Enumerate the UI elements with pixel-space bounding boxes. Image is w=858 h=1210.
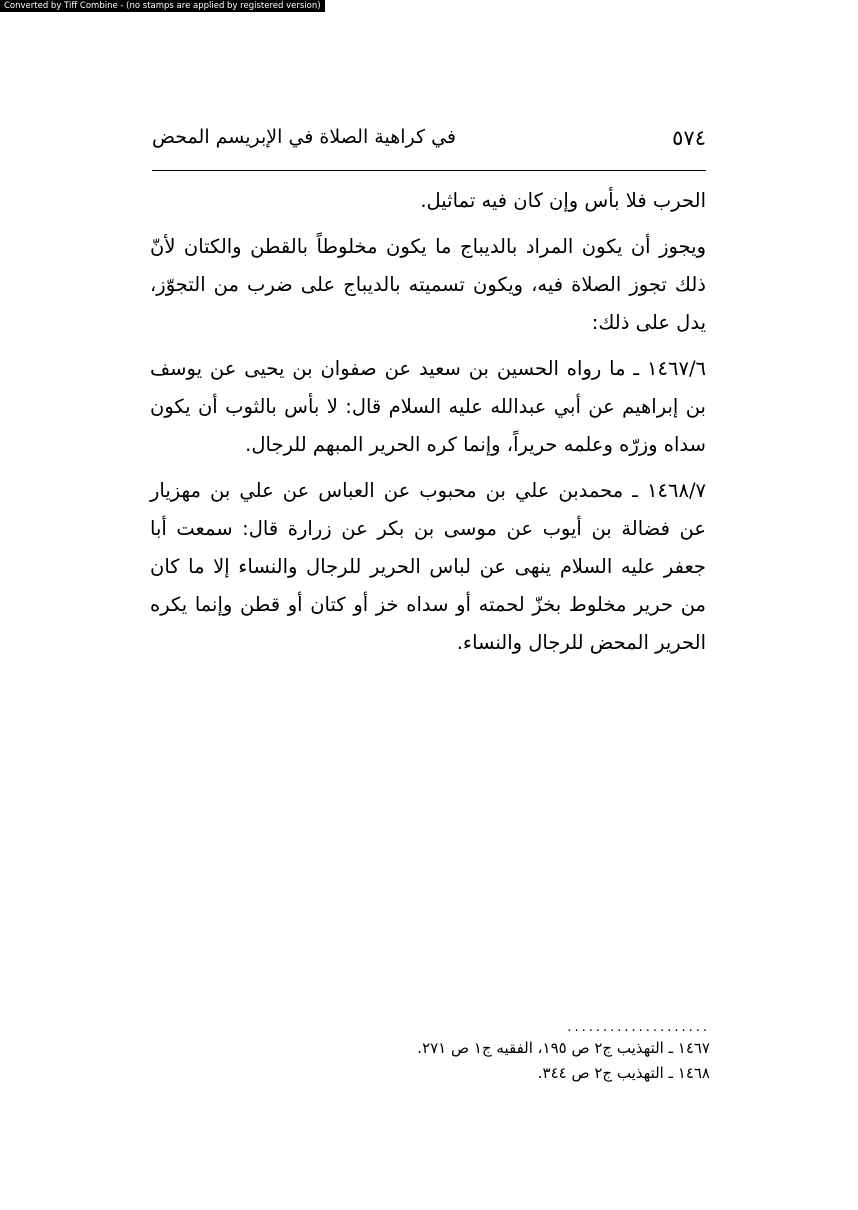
header-rule xyxy=(152,170,706,171)
page-number: ٥٧٤ xyxy=(672,126,706,150)
paragraph: ١٤٦٨/٧ ـ محمدبن علي بن محبوب عن العباس عن علي بن مهزيار عن فضالة بن أيوب عن موسى بن بكر عن زرارة قال: سمعت أبا جعفر عليه السلام ينهى عن لباس الحرير للرجال والنساء إلا ما كان من حرير مخلوط بخزّ لحمته أو سداه خز أو كتان أو قطن وإنما يكره الحرير المحض للرجال والنساء. xyxy=(150,479,706,654)
footnotes xyxy=(380,1020,710,1086)
running-title: في كراهية الصلاة في الإبريسم المحض xyxy=(152,126,456,148)
footnote: ١٤٦٧ ـ التهذيب ج٢ ص ١٩٥، الفقيه ج١ ص ٢٧١. xyxy=(417,1039,710,1057)
converter-banner: Converted by Tiff Combine - (no stamps are applied by registered version) xyxy=(0,0,325,12)
paragraph: ١٤٦٧/٦ ـ ما رواه الحسين بن سعيد عن صفوان بن يحيى عن يوسف بن إبراهيم عن أبي عبدالله عليه السلام قال: لا بأس بالثوب أن يكون سداه وزرّه وعلمه حريراً، وإنما كره الحرير المبهم للرجال. xyxy=(150,357,706,456)
main-text xyxy=(150,182,706,670)
footnote-separator: .................... xyxy=(567,1020,710,1035)
page-header xyxy=(152,126,706,160)
footnote: ١٤٦٨ ـ التهذيب ج٢ ص ٣٤٤. xyxy=(537,1064,710,1082)
paragraph: الحرب فلا بأس وإن كان فيه تماثيل. xyxy=(420,189,706,212)
paragraph: ويجوز أن يكون المراد بالديباج ما يكون مخلوطاً بالقطن والكتان لأنّ ذلك تجوز الصلاة فيه، ويكون تسميته بالديباج على ضرب من التجوّز، يدل على ذلك: xyxy=(150,235,706,334)
